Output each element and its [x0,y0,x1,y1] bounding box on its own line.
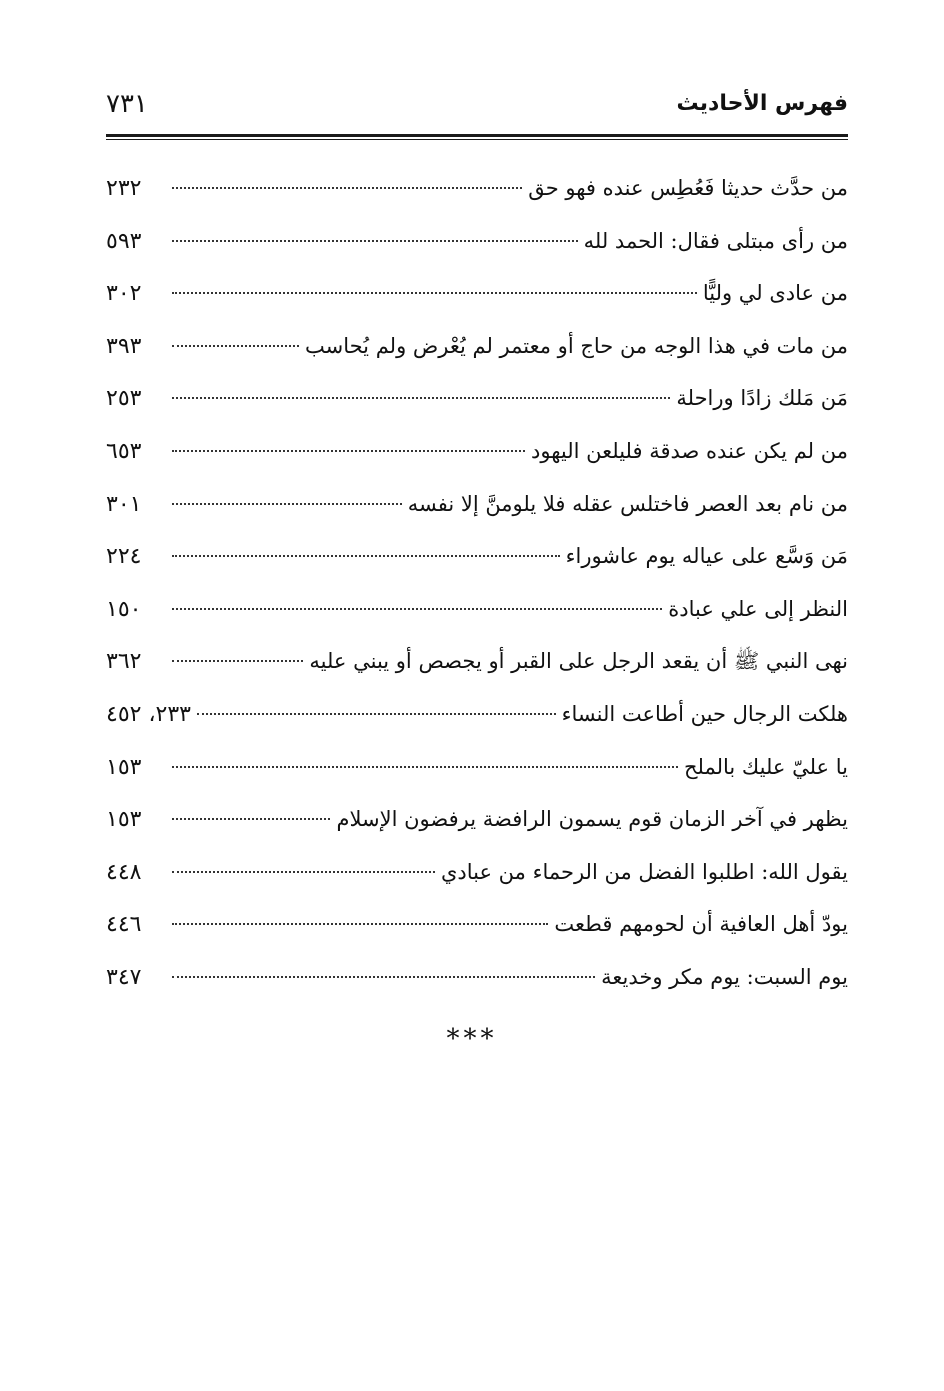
entry-text: مَن وَسَّع على عياله يوم عاشوراء [565,544,848,569]
entry-page-numbers: ٣٠١ [106,491,142,517]
entry-text: من حدَّث حديثا فَعُطِس عنده فهو حق [528,176,848,200]
index-entry [106,320,848,373]
entry-text: من مات في هذا الوجه من حاج أو معتمر لم يُعْرض ولم يُحاسب [305,333,848,358]
index-entry [106,478,848,531]
entry-page-numbers: ١٥٣ [106,754,142,780]
entry-text: من عادى لي وليًّا [702,281,848,306]
page-number: ٧٣١ [106,89,148,119]
entry-text: نهى النبي ﷺ أن يقعد الرجل على القبر أو يجصص أو يبني عليه [309,649,848,674]
end-ornament: *** [446,1024,498,1054]
dot-leader [172,292,697,294]
index-entry [106,267,848,320]
dot-leader [172,503,402,505]
entry-page-numbers: ٥٩٣ [106,228,142,254]
entry-page-numbers: ١٥٠ [106,596,142,622]
index-entry [106,583,848,636]
entry-text: يوم السبت: يوم مكر وخديعة [601,964,848,989]
header-rule-thin [106,139,848,140]
header-rule-thick [106,134,848,137]
hadith-index-list [106,162,848,1004]
index-entry [106,846,848,899]
entry-text: يظهر في آخر الزمان قوم يسمون الرافضة يرفضون الإسلام [336,807,848,832]
entry-text: من لم يكن عنده صدقة فليلعن اليهود [531,438,848,463]
entry-page-numbers: ٢٣٢ [106,176,142,201]
index-entry [106,741,848,794]
dot-leader [172,397,670,399]
dot-leader [172,450,525,452]
dot-leader [172,660,303,662]
index-entry [106,372,848,425]
entry-text: النظر إلى علي عبادة [668,596,848,621]
entry-page-numbers: ٣٩٣ [106,333,142,359]
dot-leader [172,871,435,873]
entry-page-numbers: ٢٣٣، ٤٥٢ [106,701,191,727]
dot-leader [172,976,595,978]
index-entry [106,635,848,688]
entry-page-numbers: ٦٥٣ [106,438,142,464]
entry-page-numbers: ٤٤٨ [106,859,142,885]
dot-leader [172,608,662,610]
entry-page-numbers: ٤٤٦ [106,912,142,938]
entry-text: من نام بعد العصر فاختلس عقله فلا يلومنَّ إلا نفسه [407,491,848,516]
index-entry [106,688,848,741]
entry-page-numbers: ٢٥٣ [106,386,142,412]
index-entry [106,215,848,268]
page-title: فهرس الأحاديث [676,91,848,116]
index-entry [106,530,848,583]
entry-text: يا عليّ عليك بالملح [683,754,848,779]
page-header [106,88,848,128]
dot-leader [172,240,578,242]
dot-leader [197,713,556,715]
entry-text: من رأى مبتلى فقال: الحمد لله [583,228,848,253]
dot-leader [172,555,560,557]
entry-page-numbers: ٢٢٤ [106,544,142,570]
dot-leader [172,923,548,925]
entry-page-numbers: ٣٠٢ [106,281,142,307]
entry-text: يودّ أهل العافية أن لحومهم قطعت [554,912,848,937]
entry-page-numbers: ٣٤٧ [106,964,142,990]
entry-page-numbers: ٣٦٢ [106,649,142,675]
dot-leader [172,766,678,768]
entry-text: هلكت الرجال حين أطاعت النساء [561,701,848,726]
entry-text: مَن مَلك زادًا وراحلة [676,386,848,411]
dot-leader [172,818,330,820]
dot-leader [172,187,522,189]
dot-leader [172,345,299,347]
index-entry [106,951,848,1004]
entry-page-numbers: ١٥٣ [106,807,142,833]
index-entry [106,162,848,215]
index-entry [106,793,848,846]
entry-text: يقول الله: اطلبوا الفضل من الرحماء من عبادي [440,859,848,884]
index-entry [106,425,848,478]
index-entry [106,898,848,951]
